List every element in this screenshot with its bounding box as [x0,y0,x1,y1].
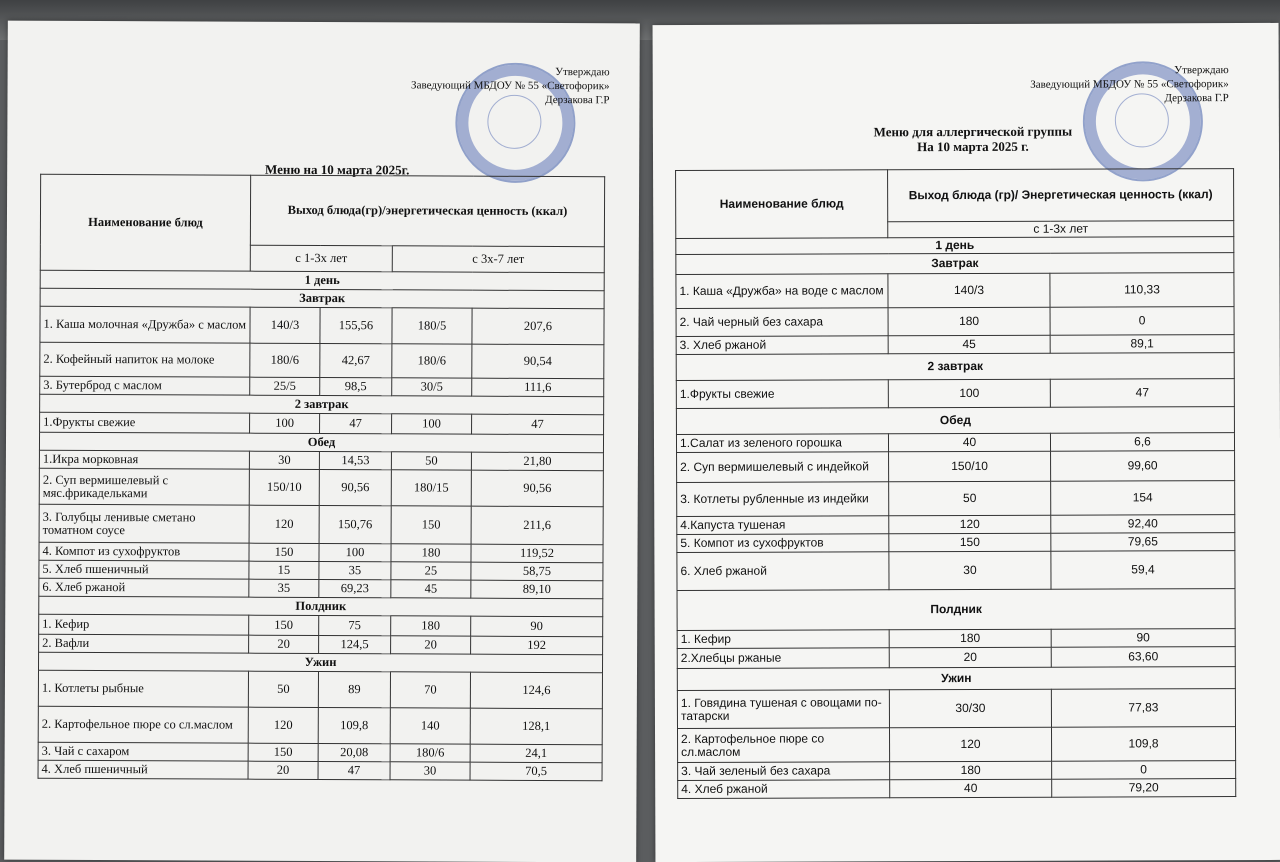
dish-name: 2. Вафли [39,634,249,653]
output-age-1-3: 100 [888,379,1050,408]
section-title: 2 завтрак [40,394,604,414]
output-age-1-3: 15 [249,561,319,579]
output-age-1-3: 150 [889,533,1051,552]
output-age-1-3: 30/30 [889,689,1051,728]
page-title [673,123,1273,155]
menu-sheet-general [4,21,640,862]
dish-name: 1. Каша «Дружба» на воде с маслом [676,274,888,309]
approval-signatory: Дерзакова Г.Р [1164,92,1229,105]
approval-position: Заведующий МБДОУ № 55 «Светофорик» [1030,78,1229,91]
section-title: Ужин [38,652,602,672]
dish-name: 3. Чай зеленый без сахара [678,762,890,781]
output-age-1-3: 20 [249,635,319,653]
table-row [678,761,1236,781]
header-output: Выход блюда (гр)/ Энергетическая ценность (ккал) [888,169,1234,222]
kcal-age-1-3: 155,56 [320,307,392,343]
dish-name: 4. Хлеб ржаной [678,780,890,799]
dish-name: 1.Фрукты свежие [40,412,250,433]
section-title: Обед [676,407,1234,435]
kcal-age-1-3: 14,53 [319,451,391,469]
kcal-age-3-7: 207,6 [472,308,604,345]
kcal-age-1-3: 110,33 [1050,273,1234,308]
approval-position: Заведующий МБДОУ № 55 «Светофорик» [411,79,610,93]
dish-name: 2. Суп вермишелевый с индейкой [677,452,889,483]
dish-name: 3. Котлеты рубленные из индейки [677,482,889,517]
table-row [677,647,1235,669]
section-title: Полдник [39,596,603,616]
dish-name: 3. Чай с сахаром [38,742,248,761]
table-row [676,433,1234,453]
dish-name: 6. Хлеб ржаной [677,552,889,591]
output-age-1-3: 180 [889,629,1051,648]
output-age-3-7: 180/6 [392,344,472,378]
table-row [677,551,1235,591]
kcal-age-3-7: 90 [471,616,603,637]
kcal-age-3-7: 90,56 [471,470,603,507]
kcal-age-1-3: 90,56 [319,469,391,505]
output-age-1-3: 20 [889,647,1051,668]
kcal-age-1-3: 92,40 [1051,515,1235,534]
kcal-age-1-3: 0 [1050,307,1234,336]
header-dish-name: Наименование блюд [40,174,250,271]
kcal-age-1-3: 69,23 [319,579,391,597]
output-age-1-3: 50 [889,481,1051,516]
kcal-age-3-7: 124,6 [470,672,602,709]
table-row [38,706,602,744]
kcal-age-1-3: 63,60 [1051,647,1235,668]
kcal-age-1-3: 75 [319,615,391,635]
section-title: Завтрак [676,253,1234,275]
kcal-age-3-7: 211,6 [471,506,603,545]
table-row [677,533,1235,553]
table-row [677,629,1235,649]
kcal-age-3-7: 111,6 [472,378,604,397]
output-age-3-7: 45 [391,580,471,598]
dish-name: 1. Котлеты рыбные [38,670,248,707]
output-age-1-3: 120 [249,505,319,543]
kcal-age-1-3: 79,65 [1051,533,1235,552]
output-age-1-3: 40 [888,433,1050,452]
kcal-age-1-3: 109,8 [1051,727,1235,762]
dish-name: 2. Картофельное пюре со сл.маслом [38,706,248,743]
kcal-age-1-3: 100 [319,543,391,561]
kcal-age-3-7: 47 [472,414,604,435]
kcal-age-3-7: 192 [471,636,603,655]
table-row [677,481,1235,517]
dish-name: 5. Хлеб пшеничный [39,560,249,579]
dish-name: 2. Суп вермишелевый с мяс.фрикадельками [39,468,249,505]
output-age-3-7: 180/6 [390,744,470,762]
approval-signatory: Дерзакова Г.Р [545,93,610,107]
dish-name: 1. Кефир [677,630,889,649]
dish-name: 2. Чай черный без сахара [676,308,888,337]
output-age-1-3: 180 [888,307,1050,336]
kcal-age-1-3: 98,5 [320,377,392,395]
table-row [676,273,1234,309]
output-age-1-3: 35 [249,579,319,597]
kcal-age-1-3: 90 [1051,629,1235,648]
table-row [39,468,603,506]
dish-name: 4.Капуста тушеная [677,516,889,535]
dish-name: 6. Хлеб ржаной [39,578,249,597]
dish-name: 3. Хлеб ржаной [676,336,888,355]
output-age-1-3: 20 [248,761,318,779]
output-age-3-7: 20 [391,636,471,654]
section-title: Обед [39,432,603,452]
table-row [40,306,604,344]
dish-name: 1.Салат из зеленого горошка [676,434,888,453]
output-age-3-7: 180 [391,616,471,636]
output-age-1-3: 50 [248,671,318,707]
kcal-age-1-3: 150,76 [319,505,391,543]
header-age-1-3: с 1-3х лет [250,245,392,272]
table-row [677,689,1235,729]
output-age-1-3: 180/6 [250,343,320,377]
kcal-age-1-3: 79,20 [1052,779,1236,798]
kcal-age-1-3: 42,67 [320,343,392,377]
header-output: Выход блюда(гр)/энергетическая ценность (ккал) [250,175,604,247]
output-age-1-3: 100 [250,413,320,433]
table-row [40,342,604,378]
table-row [40,412,604,434]
kcal-age-3-7: 58,75 [471,562,603,581]
table-row [678,779,1236,799]
output-age-1-3: 30 [249,451,319,469]
page-title: Меню на 10 марта 2025г. [264,161,410,178]
output-age-3-7: 100 [392,414,472,434]
output-age-1-3: 150/10 [889,451,1051,482]
output-age-3-7: 25 [391,562,471,580]
output-age-1-3: 120 [889,515,1051,534]
dish-name: 1. Говядина тушеная с овощами по-татарски [677,690,889,729]
dish-name: 5. Компот из сухофруктов [677,534,889,553]
kcal-age-1-3: 124,5 [319,635,391,653]
section-title: Ужин [677,667,1235,691]
kcal-age-1-3: 89 [318,671,390,707]
kcal-age-1-3: 0 [1052,761,1236,780]
dish-name: 3. Голубцы ленивые сметано томатном соусе [39,504,249,543]
menu-table [38,174,606,781]
table-row [676,307,1234,337]
output-age-3-7: 180 [391,544,471,562]
dish-name: 2. Кофейный напиток на молоке [40,342,250,377]
kcal-age-1-3: 59,4 [1051,551,1235,590]
output-age-3-7: 150 [391,506,471,544]
page-title-line1: Меню для аллергической группы [873,123,1073,140]
output-age-1-3: 120 [889,727,1051,762]
dish-name: 1.Фрукты свежие [676,380,888,409]
approval-word: Утверждаю [555,66,610,79]
output-age-3-7: 30 [390,762,470,780]
approval-word: Утверждаю [1174,64,1229,77]
output-age-1-3: 150/10 [249,469,319,505]
output-age-1-3: 150 [249,615,319,635]
dish-name: 1. Каша молочная «Дружба» с маслом [40,306,250,343]
kcal-age-3-7: 119,52 [471,544,603,563]
approval-block [1030,63,1229,106]
output-age-1-3: 30 [889,551,1051,590]
dish-name: 3. Бутерброд с маслом [40,376,250,395]
output-age-1-3: 45 [888,335,1050,354]
dish-name: 4. Компот из сухофруктов [39,542,249,561]
output-age-1-3: 150 [249,543,319,561]
table-row [677,451,1235,483]
dish-name: 2. Картофельное пюре со сл.маслом [677,728,889,763]
table-row [39,614,603,636]
section-title: Завтрак [40,288,604,308]
output-age-3-7: 140 [390,708,470,744]
table-row [676,379,1234,409]
header-age-3-7: с 3х-7 лет [392,246,604,273]
table-row [677,515,1235,535]
kcal-age-1-3: 47 [1050,379,1234,408]
output-age-3-7: 180/15 [391,470,471,506]
kcal-age-1-3: 6,6 [1050,433,1234,452]
output-age-1-3: 150 [248,743,318,761]
table-row [38,670,602,708]
output-age-1-3: 140/3 [250,307,320,343]
output-age-1-3: 40 [890,779,1052,798]
output-age-3-7: 30/5 [392,378,472,396]
kcal-age-3-7: 70,5 [470,762,602,781]
menu-sheet-allergy [653,23,1280,862]
kcal-age-3-7: 89,10 [471,580,603,599]
kcal-age-1-3: 35 [319,561,391,579]
kcal-age-1-3: 109,8 [318,707,390,743]
output-age-3-7: 180/5 [392,308,472,344]
table-row [677,727,1235,763]
section-title: 2 завтрак [676,353,1234,381]
kcal-age-3-7: 24,1 [470,744,602,763]
dish-name: 1.Икра морковная [39,450,249,469]
menu-table [675,168,1236,799]
day-label: 1 день [40,270,604,290]
header-age-1-3: с 1-3х лет [888,221,1234,238]
kcal-age-1-3: 47 [320,413,392,433]
table-row [38,760,602,780]
dish-name: 1. Кефир [39,614,249,635]
output-age-3-7: 70 [390,672,470,708]
dish-name: 4. Хлеб пшеничный [38,760,248,779]
output-age-1-3: 180 [890,761,1052,780]
output-age-1-3: 140/3 [888,273,1050,308]
page-title-line2: На 10 марта 2025 г. [917,138,1029,155]
output-age-1-3: 120 [248,707,318,743]
kcal-age-1-3: 99,60 [1051,451,1235,482]
day-label: 1 день [676,237,1234,255]
approval-block [411,64,610,107]
table-row [39,504,603,544]
kcal-age-1-3: 77,83 [1051,689,1235,728]
dish-name: 2.Хлебцы ржаные [677,648,889,669]
table-row [676,335,1234,355]
header-dish-name: Наименование блюд [676,170,888,239]
output-age-1-3: 25/5 [250,377,320,395]
kcal-age-3-7: 128,1 [470,708,602,745]
kcal-age-1-3: 20,08 [318,743,390,761]
output-age-3-7: 50 [391,452,471,470]
section-title: Полдник [677,589,1235,631]
kcal-age-1-3: 89,1 [1050,335,1234,354]
kcal-age-1-3: 47 [318,761,390,779]
kcal-age-3-7: 90,54 [472,344,604,379]
kcal-age-1-3: 154 [1051,481,1235,516]
kcal-age-3-7: 21,80 [471,452,603,471]
